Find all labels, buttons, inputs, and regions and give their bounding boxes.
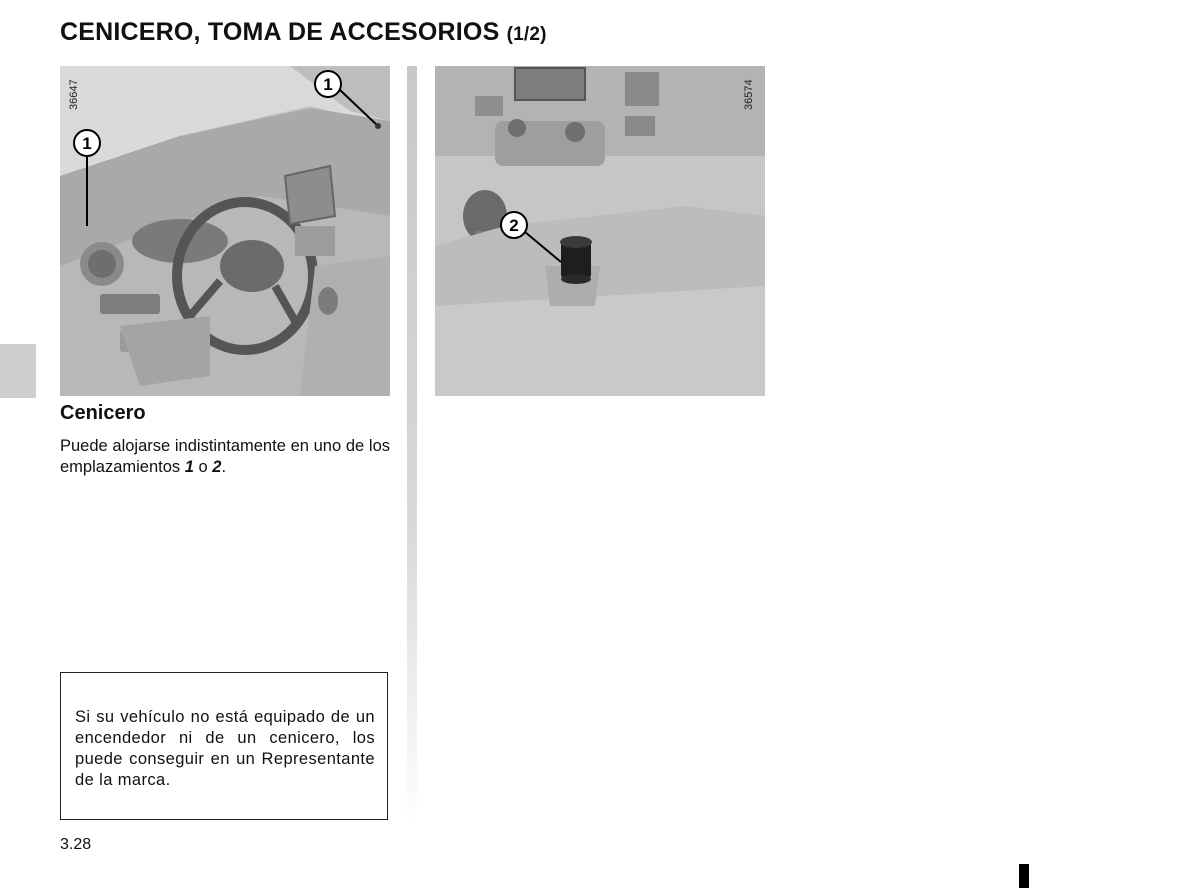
page-title	[60, 18, 547, 47]
page-title-text: CENICERO, TOMA DE ACCESORIOS	[60, 18, 500, 46]
body-text-mid: o	[193, 458, 213, 476]
page-title-part: (1/2)	[506, 24, 547, 45]
body-text-before: Puede alojarse indistintamente en uno de los emplazamientos	[60, 437, 390, 476]
callout-1-left: 1	[82, 134, 92, 153]
figure-code-right: 36574	[743, 79, 755, 110]
console-drawing	[435, 66, 765, 396]
page-edge-marker	[1019, 864, 1029, 888]
section-body	[60, 436, 390, 478]
console-illustration	[435, 66, 765, 396]
section-heading: Cenicero	[60, 402, 146, 424]
note-text: Si su vehículo no está equipado de un encendedor ni de un cenicero, los puede conseguir en un Representante de la marca.	[75, 708, 375, 789]
callout-1-top: 1	[323, 75, 333, 94]
body-text-after: .	[221, 458, 227, 476]
dashboard-drawing	[60, 66, 390, 396]
page-number: 3.28	[60, 836, 92, 853]
column-divider	[407, 66, 417, 826]
callout-2: 2	[509, 216, 519, 235]
note-box	[60, 672, 388, 820]
location-ref-2: 2	[212, 458, 222, 476]
location-ref-1: 1	[184, 458, 194, 476]
dashboard-illustration	[60, 66, 390, 396]
chapter-tab	[0, 344, 36, 398]
figure-code-left: 36647	[68, 79, 80, 110]
